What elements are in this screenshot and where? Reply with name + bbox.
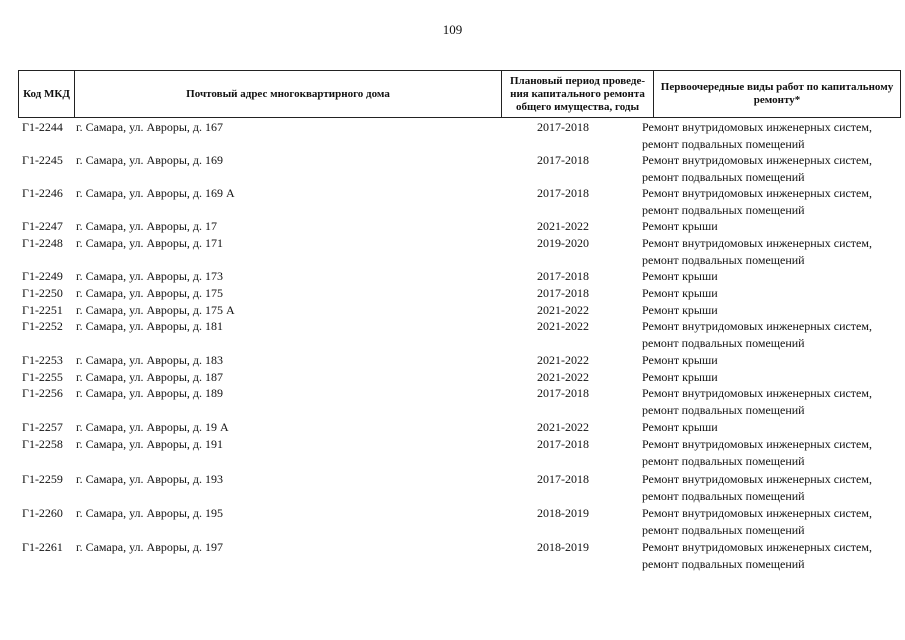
cell-address: г. Самара, ул. Авроры, д. 189 — [76, 386, 224, 400]
cell-address: г. Самара, ул. Авроры, д. 197 — [76, 540, 224, 554]
cell-address: г. Самара, ул. Авроры, д. 187 — [76, 370, 224, 384]
cell-code: Г1-2247 — [22, 219, 63, 233]
cell-address: г. Самара, ул. Авроры, д. 183 — [76, 353, 224, 367]
cell-period: 2017-2018 — [537, 286, 589, 300]
cell-works: Ремонт внутридомовых инженерных систем, ремонт подвальных помещений — [642, 120, 872, 151]
cell-period: 2021-2022 — [537, 370, 589, 384]
cell-period: 2017-2018 — [537, 153, 589, 167]
cell-works: Ремонт внутридомовых инженерных систем, ремонт подвальных помещений — [642, 506, 872, 537]
cell-code: Г1-2256 — [22, 386, 63, 400]
cell-code: Г1-2244 — [22, 120, 63, 134]
page-number: 109 — [442, 22, 463, 37]
cell-code: Г1-2252 — [22, 319, 63, 333]
cell-code: Г1-2248 — [22, 236, 63, 250]
cell-period: 2021-2022 — [537, 319, 589, 333]
cell-address: г. Самара, ул. Авроры, д. 19 А — [76, 420, 229, 434]
cell-period: 2021-2022 — [537, 420, 589, 434]
cell-works: Ремонт внутридомовых инженерных систем, ремонт подвальных помещений — [642, 319, 872, 350]
cell-address: г. Самара, ул. Авроры, д. 173 — [76, 269, 224, 283]
cell-works: Ремонт внутридомовых инженерных систем, ремонт подвальных помещений — [642, 153, 872, 184]
cell-works: Ремонт внутридомовых инженерных систем, ремонт подвальных помещений — [642, 186, 872, 217]
cell-works: Ремонт внутридомовых инженерных систем, ремонт подвальных помещений — [642, 472, 872, 503]
cell-address: г. Самара, ул. Авроры, д. 167 — [76, 120, 224, 134]
cell-works: Ремонт крыши — [642, 420, 718, 434]
cell-works: Ремонт внутридомовых инженерных систем, ремонт подвальных помещений — [642, 236, 872, 267]
cell-works: Ремонт крыши — [642, 303, 718, 317]
cell-works: Ремонт внутридомовых инженерных систем, ремонт подвальных помещений — [642, 540, 872, 571]
cell-address: г. Самара, ул. Авроры, д. 169 — [76, 153, 224, 167]
cell-code: Г1-2253 — [22, 353, 63, 367]
cell-address: г. Самара, ул. Авроры, д. 195 — [76, 506, 224, 520]
cell-code: Г1-2245 — [22, 153, 63, 167]
cell-code: Г1-2255 — [22, 370, 63, 384]
cell-works: Ремонт внутридомовых инженерных систем, ремонт подвальных помещений — [642, 386, 872, 417]
cell-address: г. Самара, ул. Авроры, д. 191 — [76, 437, 224, 451]
header-code: Код МКД — [19, 71, 75, 117]
cell-address: г. Самара, ул. Авроры, д. 193 — [76, 472, 224, 486]
cell-period: 2017-2018 — [537, 386, 589, 400]
cell-works: Ремонт крыши — [642, 269, 718, 283]
header-address: Почтовый адрес многоквартирного дома — [75, 71, 502, 117]
cell-period: 2017-2018 — [537, 269, 589, 283]
cell-period: 2017-2018 — [537, 120, 589, 134]
cell-period: 2017-2018 — [537, 186, 589, 200]
cell-code: Г1-2259 — [22, 472, 63, 486]
cell-address: г. Самара, ул. Авроры, д. 17 — [76, 219, 218, 233]
cell-period: 2021-2022 — [537, 353, 589, 367]
cell-address: г. Самара, ул. Авроры, д. 169 А — [76, 186, 235, 200]
cell-code: Г1-2257 — [22, 420, 63, 434]
cell-code: Г1-2260 — [22, 506, 63, 520]
cell-period: 2017-2018 — [537, 437, 589, 451]
cell-address: г. Самара, ул. Авроры, д. 181 — [76, 319, 224, 333]
cell-works: Ремонт крыши — [642, 353, 718, 367]
cell-address: г. Самара, ул. Авроры, д. 171 — [76, 236, 224, 250]
cell-code: Г1-2258 — [22, 437, 63, 451]
cell-address: г. Самара, ул. Авроры, д. 175 — [76, 286, 224, 300]
cell-works: Ремонт крыши — [642, 370, 718, 384]
cell-code: Г1-2251 — [22, 303, 63, 317]
cell-period: 2017-2018 — [537, 472, 589, 486]
cell-period: 2021-2022 — [537, 303, 589, 317]
cell-code: Г1-2246 — [22, 186, 63, 200]
cell-works: Ремонт внутридомовых инженерных систем, ремонт подвальных помещений — [642, 437, 872, 468]
cell-code: Г1-2249 — [22, 269, 63, 283]
cell-period: 2019-2020 — [537, 236, 589, 250]
cell-works: Ремонт крыши — [642, 219, 718, 233]
cell-period: 2021-2022 — [537, 219, 589, 233]
cell-address: г. Самара, ул. Авроры, д. 175 А — [76, 303, 235, 317]
header-works: Первоочередные виды работ по капитальному ремонту* — [660, 81, 894, 106]
header-period: Плановый период проведе-ния капитального ремонта общего имущества, годы — [502, 71, 654, 117]
cell-period: 2018-2019 — [537, 540, 589, 554]
cell-period: 2018-2019 — [537, 506, 589, 520]
cell-works: Ремонт крыши — [642, 286, 718, 300]
cell-code: Г1-2250 — [22, 286, 63, 300]
cell-code: Г1-2261 — [22, 540, 63, 554]
